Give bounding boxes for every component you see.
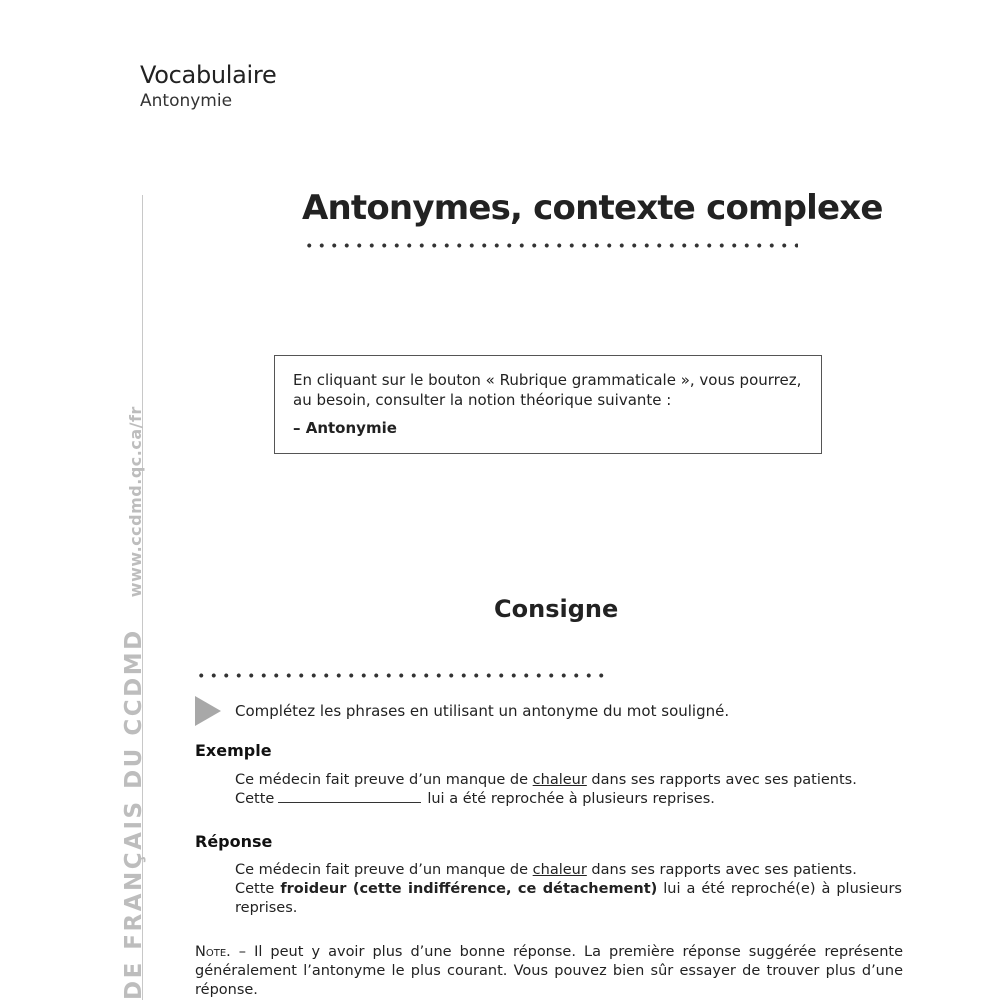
reponse-text	[235, 861, 902, 918]
reponse-line2-before: Cette	[235, 881, 281, 897]
reponse-line1-before: Ce médecin fait preuve d’un manque de	[235, 862, 533, 878]
reponse-line1-after: dans ses rapports avec ses patients.	[586, 862, 857, 878]
note-paragraph	[195, 943, 903, 1000]
exemple-label: Exemple	[195, 741, 272, 760]
grammar-note-text: En cliquant sur le bouton « Rubrique grammaticale », vous pourrez, au besoin, consulter la notion théorique suivante :	[293, 371, 802, 409]
exemple-line2-before: Cette	[235, 791, 275, 807]
consigne-heading: Consigne	[494, 595, 619, 623]
side-url-link[interactable]: www.ccdmd.qc.ca/fr	[126, 406, 145, 598]
grammar-note-box	[274, 355, 822, 454]
exemple-line1-before: Ce médecin fait preuve d’un manque de	[235, 772, 533, 788]
reponse-line2-after: lui a été reproché(e) à plusieurs reprises.	[235, 881, 902, 916]
note-label: Note.	[195, 944, 231, 960]
consigne-dotted-rule	[195, 673, 607, 678]
page-title: Antonymes, contexte complexe	[302, 188, 883, 228]
side-branding	[121, 406, 147, 1000]
answer-blank	[278, 790, 421, 803]
grammar-note-item[interactable]: – Antonymie	[293, 419, 397, 437]
title-dotted-rule	[303, 243, 798, 248]
instruction-text: Complétez les phrases en utilisant un antonyme du mot souligné.	[235, 702, 730, 720]
exemple-line1-after: dans ses rapports avec ses patients.	[586, 772, 857, 788]
instruction-row	[195, 694, 915, 728]
play-arrow-icon	[195, 696, 221, 726]
note-text: – Il peut y avoir plus d’une bonne réponse. La première réponse suggérée représente généralement l’antonyme le plus courant. Vous pouvez bien sûr essayer de trouver plus d’une réponse.	[195, 944, 903, 998]
reponse-label: Réponse	[195, 832, 273, 851]
reponse-underlined-word: chaleur	[532, 862, 587, 878]
exemple-underlined-word: chaleur	[532, 772, 587, 788]
section-title: Vocabulaire	[140, 61, 277, 89]
side-brand-text: DE FRANÇAIS DU CCDMD	[121, 628, 147, 1000]
reponse-answer: froideur (cette indifférence, ce détachement)	[280, 881, 658, 897]
exemple-text	[235, 771, 902, 809]
page-header	[140, 60, 276, 112]
exemple-line2-after: lui a été reprochée à plusieurs reprises.	[427, 791, 715, 807]
subsection-title: Antonymie	[140, 91, 233, 111]
